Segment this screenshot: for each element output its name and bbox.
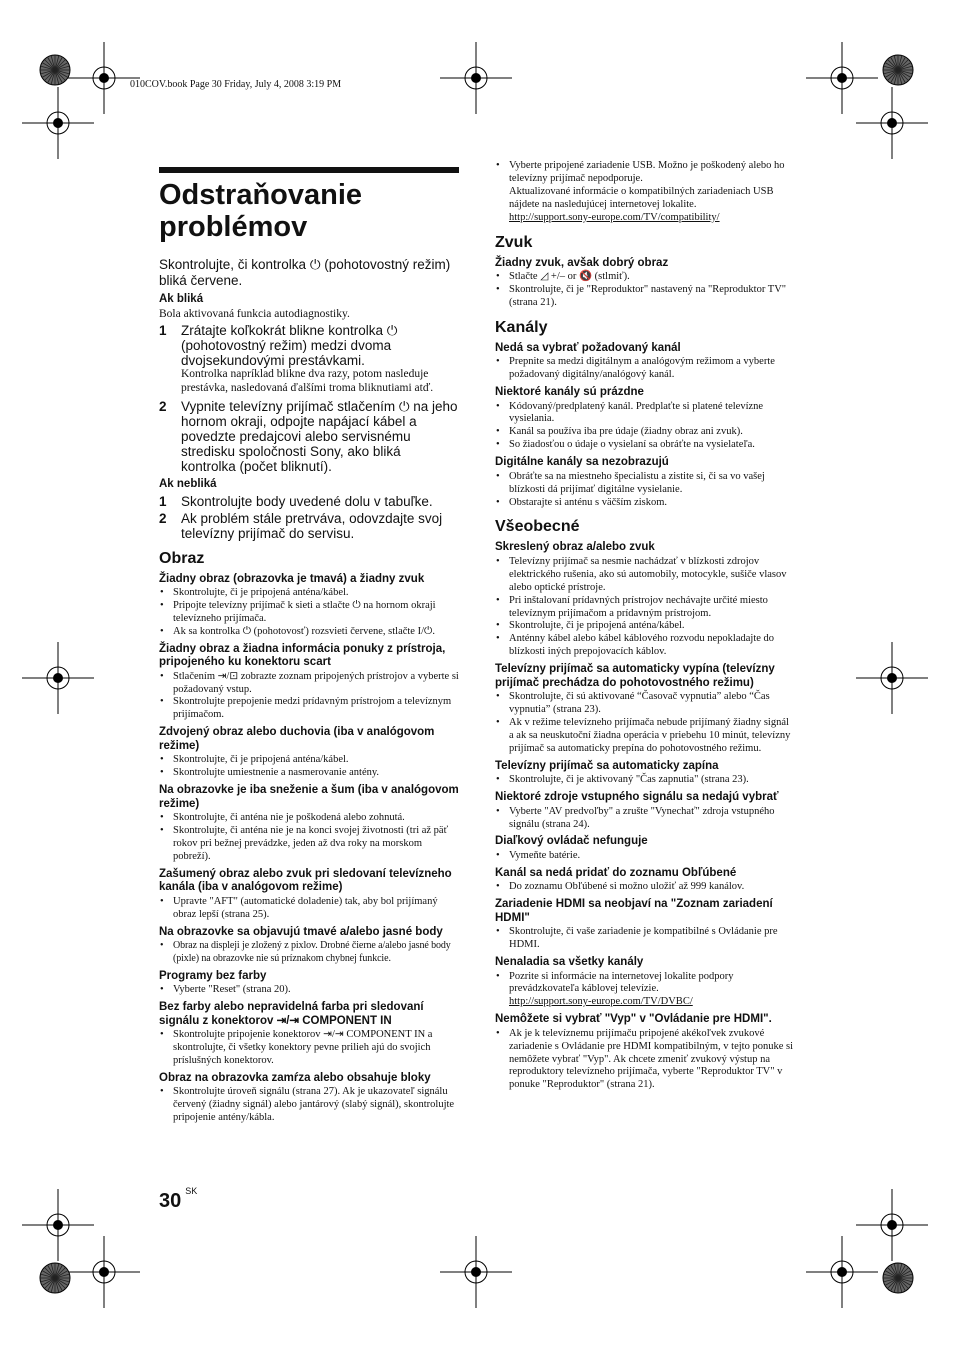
solution-list — [495, 691, 795, 756]
section-heading-obraz: Obraz — [159, 549, 205, 567]
solution-list — [159, 896, 459, 922]
solution-item: • Obstarajte si anténu s väčším ziskom. — [495, 497, 795, 510]
blinks-heading: Ak bliká — [159, 293, 204, 305]
section-heading: Zvuk — [495, 233, 533, 251]
problem-heading: Žiadny obraz a žiadna informácia ponuky z prístroja, pripojeného ku konektoru scart — [159, 642, 446, 669]
solution-list — [159, 1086, 459, 1125]
solution-item: • Vyberte "Reset" (strana 20). — [159, 984, 459, 997]
solution-item: • Skontrolujte úroveň signálu (strana 27). Ak je ukazovateľ signálu červený (žiadny signál) alebo jantárový (slabý signál), skontrolujte pripojenie antény/kábla. — [159, 1086, 459, 1125]
solution-list — [159, 1029, 459, 1068]
step-text: Ak problém stále pretrváva, odovzdajte svoj televízny prijímač do servisu. — [181, 510, 443, 541]
solution-item: • Ak sa kontrolka ⏻ (pohotovosť) rozsvieti červene, stlačte I/⏻. — [159, 626, 459, 639]
solution-list — [495, 774, 795, 787]
starburst-mark — [883, 1263, 913, 1293]
crosshair-mark — [68, 1236, 140, 1308]
solution-item: • Prepnite sa medzi digitálnym a analógovým režimom a vyberte požadovaný digitálny/analógový kanál. — [495, 356, 795, 382]
right-column — [495, 160, 795, 1092]
crosshair-mark — [806, 42, 878, 114]
solution-list — [159, 587, 459, 639]
solution-item: • Televízny prijímač sa nesmie nachádzať v blízkosti zdrojov elektrického rušenia, ako sú automobily, motocykle, sušiče vlasov alebo optické prístroje. — [495, 556, 795, 595]
solution-item: • Do zoznamu Obľúbené si možno uložiť až 999 kanálov. — [495, 881, 795, 894]
language-code: SK — [185, 1186, 198, 1196]
solution-item: • Skontrolujte, či anténa nie je na konci svojej životnosti (tri až päť rokov pri bežnej prevádzke, jeden až dva roky na morskom pobreží). — [159, 825, 459, 864]
section-heading: Kanály — [495, 318, 548, 336]
solution-list — [159, 984, 459, 997]
solution-list — [495, 471, 795, 510]
right-groups — [495, 233, 795, 1093]
solution-item: • Pozrite si informácie na internetovej lokalite podpory prevádzkovateľa káblovej televízie. — [495, 971, 795, 997]
problem-heading: Nedá sa vybrať požadovaný kanál — [495, 341, 681, 354]
solution-item: • Ak v režime televízneho prijímača nebude prijímaný žiadny signál a ak sa neuskutoční žiadna operácia v priebehu 10 minút, televízny prijímač sa automaticky prepína do pohotovostného režimu. — [495, 717, 795, 756]
page-number: 30 $^{SK}$ — [159, 1186, 198, 1212]
problem-heading: Zariadenie HDMI sa neobjaví na "Zoznam zariadení HDMI" — [495, 898, 773, 924]
problem-heading: Televízny prijímač sa automaticky zapína — [495, 759, 719, 772]
solution-item: • Upravte "AFT" (automatické doladenie) tak, aby bol prijímaný obraz lepší (strana 25). — [159, 896, 459, 922]
solution-list — [495, 806, 795, 832]
problem-heading: Žiadny obraz (obrazovka je tmavá) a žiadny zvuk — [159, 572, 425, 585]
title-rule — [159, 167, 459, 173]
noblink-heading: Ak nebliká — [159, 478, 217, 490]
noblink-steps — [159, 494, 459, 541]
crosshair-mark — [440, 1236, 512, 1308]
step-text: Zrátajte koľkokrát blikne kontrolka ⏻ (pohotovostný režim) medzi dvoma dvojsekundovými prestávkami. — [181, 323, 398, 368]
problem-heading: Digitálne kanály sa nezobrazujú — [495, 456, 669, 469]
section-heading: Všeobecné — [495, 518, 580, 536]
book-info-line: 010COV.book Page 30 Friday, July 4, 2008 3:19 PM — [130, 79, 342, 90]
problem-heading: Na obrazovke sa objavujú tmavé a/alebo jasné body — [159, 925, 443, 938]
solution-item: • Skontrolujte, či je "Reproduktor" nastavený na "Reproduktor TV" (strana 21). — [495, 284, 795, 310]
solution-list — [495, 971, 795, 997]
step-item — [159, 494, 459, 509]
solution-item: • Skontrolujte, či je pripojená anténa/kábel. — [495, 620, 795, 633]
problem-heading: Na obrazovke je iba sneženie a šum (iba v analógovom režime) — [159, 784, 459, 810]
starburst-mark — [883, 55, 913, 85]
solution-list — [495, 1028, 795, 1093]
solution-item: • Vymeňte batérie. — [495, 850, 795, 863]
solution-list — [495, 356, 795, 382]
starburst-mark — [40, 55, 70, 85]
crosshair-mark — [22, 1189, 94, 1261]
solution-item: • Stlačte ◿ +/– or 🔇 (stlmiť). — [495, 271, 795, 284]
intro-text: Skontrolujte, či kontrolka ⏻ (pohotovostný režim) bliká červene. — [159, 257, 451, 288]
problem-heading: Obraz na obrazovka zamŕza alebo obsahuje bloky — [159, 1071, 431, 1084]
solution-item: • Vyberte "AV predvoľby" a zrušte "Vynechať" zdroja vstupného signálu (strana 24). — [495, 806, 795, 832]
solution-item: • Anténny kábel alebo kábel káblového rozvodu nepokladajte do blízkosti iných prepojovacích káblov. — [495, 633, 795, 659]
step-text: Skontrolujte body uvedené dolu v tabuľke. — [181, 493, 433, 509]
usb-note: Aktualizované informácie o kompatibilných zariadeniach USB nájdete na nasledujúcej internetovej lokalite. — [509, 185, 774, 210]
problem-heading: Skreslený obraz a/alebo zvuk — [495, 541, 655, 554]
problem-heading: Bez farby alebo nepravidelná farba pri sledovaní signálu z konektorov ⇥/⇥ COMPONENT IN — [159, 1001, 424, 1027]
solution-list — [495, 881, 795, 894]
solution-item: • Skontrolujte, či sú aktivované “Časovač vypnutia” alebo “Čas vypnutia” (strana 23). — [495, 691, 795, 717]
crosshair-mark — [22, 87, 94, 159]
problem-heading: Diaľkový ovládač nefunguje — [495, 835, 648, 848]
step-item — [159, 511, 459, 541]
solution-item: • Kanál sa používa iba pre údaje (žiadny obraz ani zvuk). — [495, 426, 795, 439]
compatibility-link[interactable]: http://support.sony-europe.com/TV/compatibility/ — [509, 211, 720, 223]
crosshair-mark — [22, 642, 94, 714]
step-number: 1 — [159, 323, 167, 338]
solution-item: • Skontrolujte prepojenie medzi prídavným prístrojom a televíznym prijímačom. — [159, 696, 459, 722]
solution-item: • Skontrolujte, či je pripojená anténa/kábel. — [159, 754, 459, 767]
problem-heading: Programy bez farby — [159, 969, 267, 982]
problem-heading: Nenaladia sa všetky kanály — [495, 956, 644, 969]
solution-list — [495, 926, 795, 952]
step-number: 2 — [159, 510, 167, 526]
step-item — [159, 399, 459, 474]
problem-heading: Televízny prijímač sa automaticky vypína (televízny prijímač prechádza do pohotovostného režimu) — [495, 663, 775, 689]
solution-list — [495, 556, 795, 659]
solution-list — [159, 940, 459, 966]
step-number: 1 — [159, 493, 167, 509]
solution-item: • Skontrolujte umiestnenie a nasmerovanie antény. — [159, 767, 459, 780]
solution-item: • Kódovaný/predplatený kanál. Predplaťte si platené televízne vysielania. — [495, 401, 795, 427]
crosshair-mark — [440, 42, 512, 114]
crosshair-mark — [68, 42, 140, 114]
solution-item: • So žiadosťou o údaje o vysielaní sa obráťte na vysielateľa. — [495, 439, 795, 452]
problem-heading: Niektoré kanály sú prázdne — [495, 386, 644, 399]
step-text: Vypnite televízny prijímač stlačením ⏻ na jeho hornom okraji, odpojte napájací kábel a povedzte predajcovi alebo servisnému stredisku spoločnosti Sony, ako bliká kontrolka (počet bliknutí). — [181, 399, 458, 474]
crosshair-mark — [806, 1236, 878, 1308]
crosshair-mark — [856, 1189, 928, 1261]
solution-list — [495, 850, 795, 863]
starburst-mark — [40, 1263, 70, 1293]
blinks-text: Bola aktivovaná funkcia autodiagnostiky. — [159, 307, 350, 320]
solution-item: • Obraz na displeji je zložený z pixlov. Drobné čierne a/alebo jasné body (pixle) na obrazovke nie sú príznakom chybnej funkcie. — [159, 940, 459, 966]
crosshair-mark — [856, 87, 928, 159]
solution-item: • Ak je k televíznemu prijímaču pripojené akékoľvek zvukové zariadenie s Ovládanie pre HDMI kompatibilným, v tejto ponuke si nemôžete vybrať "Vyp". Ak chcete zmeniť zvukový výstup na reproduktory televízneho prijímača, vyberte "Reproduktor TV" v ponuke "Reproduktor" (strana 21). — [495, 1028, 795, 1093]
solution-list — [159, 754, 459, 780]
solution-item: • Pri inštalovaní prídavných prístrojov nechávajte určité miesto televíznym prijímačom a prídavným prístrojom. — [495, 595, 795, 621]
solution-item: • Skontrolujte, či je aktivovaný "Čas zapnutia" (strana 23). — [495, 774, 795, 787]
problem-heading: Nemôžete si vybrať "Vyp" v "Ovládanie pre HDMI". — [495, 1013, 772, 1026]
usb-list — [495, 160, 795, 186]
crosshair-mark — [856, 642, 928, 714]
problem-heading: Zašumený obraz alebo zvuk pri sledovaní televízneho kanála (iba v analógovom režime) — [159, 867, 452, 894]
step-item — [159, 323, 459, 368]
solution-item: • Pripojte televízny prijímač k sieti a stlačte ⏻ na hornom okraji televízneho prijímača. — [159, 600, 459, 626]
solution-item: • Obráťte sa na miestneho špecialistu a zistite si, či sa vo vašej blízkosti dá prijímať digitálne vysielanie. — [495, 471, 795, 497]
solution-item: • Skontrolujte, či vaše zariadenie je kompatibilné s Ovládanie pre HDMI. — [495, 926, 795, 952]
solution-list — [159, 671, 459, 723]
solution-item: • Skontrolujte pripojenie konektorov ⇥/⇥ COMPONENT IN a skontrolujte, či všetky konektory pevne prilieh ajú do svojich príslušných konektorov. — [159, 1029, 459, 1068]
problem-heading: Niektoré zdroje vstupného signálu sa nedajú vybrať — [495, 791, 779, 804]
left-column — [159, 167, 459, 1125]
solution-item: • Vyberte pripojené zariadenie USB. Možno je poškodený alebo ho televízny prijímač nepodporuje. — [495, 160, 795, 186]
solution-list — [495, 401, 795, 453]
solution-item: • Skontrolujte, či anténa nie je poškodená alebo zohnutá. — [159, 812, 459, 825]
page-title: Odstraňovanie problémov — [159, 179, 363, 243]
blink-steps — [159, 323, 459, 474]
solution-list — [159, 812, 459, 864]
problem-heading: Kanál sa nedá pridať do zoznamu Obľúbené — [495, 866, 737, 879]
step-number: 2 — [159, 399, 167, 414]
support-link[interactable]: http://support.sony-europe.com/TV/DVBC/ — [509, 996, 693, 1008]
problem-heading: Žiadny zvuk, avšak dobrý obraz — [495, 256, 669, 269]
step-note: Kontrolka napríklad blikne dva razy, potom nasleduje prestávka, nasledovaná ďalšími troma bliknutiami atď. — [181, 368, 434, 394]
obraz-sections — [159, 573, 459, 1126]
solution-item: • Stlačením ⇥/⊡ zobrazte zoznam pripojených prístrojov a vyberte si požadovaný vstup. — [159, 671, 459, 697]
solution-item: • Skontrolujte, či je pripojená anténa/kábel. — [159, 587, 459, 600]
problem-heading: Zdvojený obraz alebo duchovia (iba v analógovom režime) — [159, 726, 435, 752]
solution-list — [495, 271, 795, 310]
